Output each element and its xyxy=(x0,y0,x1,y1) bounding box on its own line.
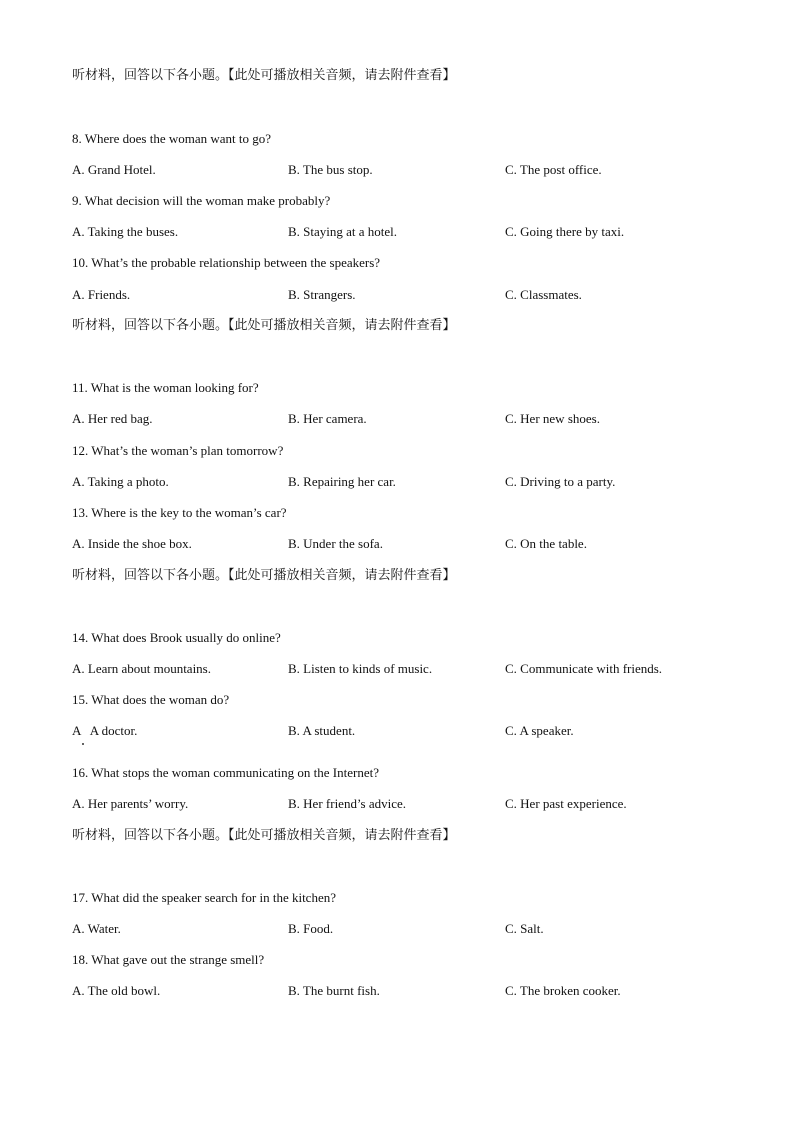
option-16a: A. Her parents’ worry. xyxy=(72,796,189,811)
question-17: 17. What did the speaker search for in the kitchen? xyxy=(72,890,336,905)
option-13c: C. On the table. xyxy=(505,536,587,551)
option-9c: C. Going there by taxi. xyxy=(505,224,625,239)
option-15b: B. A student. xyxy=(288,723,356,738)
question-12: 12. What’s the woman’s plan tomorrow? xyxy=(72,443,284,458)
question-13: 13. Where is the key to the woman’s car? xyxy=(72,505,287,520)
option-10b: B. Strangers. xyxy=(288,287,356,302)
option-11a: A. Her red bag. xyxy=(72,411,153,426)
stray-dot-mark xyxy=(82,743,84,745)
option-13b: B. Under the sofa. xyxy=(288,536,383,551)
option-8a: A. Grand Hotel. xyxy=(72,162,156,177)
option-8c: C. The post office. xyxy=(505,162,602,177)
option-9a: A. Taking the buses. xyxy=(72,224,179,239)
option-17b: B. Food. xyxy=(288,921,334,936)
question-11: 11. What is the woman looking for? xyxy=(72,380,259,395)
question-10: 10. What’s the probable relationship between the speakers? xyxy=(72,255,381,270)
option-14c: C. Communicate with friends. xyxy=(505,661,663,676)
question-14: 14. What does Brook usually do online? xyxy=(72,630,281,645)
option-12a: A. Taking a photo. xyxy=(72,474,169,489)
question-8: 8. Where does the woman want to go? xyxy=(72,131,272,146)
option-14a: A. Learn about mountains. xyxy=(72,661,211,676)
option-10a: A. Friends. xyxy=(72,287,131,302)
question-15: 15. What does the woman do? xyxy=(72,692,230,707)
section-instruction: 听材料，回答以下各小题。【此处可播放相关音频，请去附件查看】 xyxy=(72,318,456,333)
option-11b: B. Her camera. xyxy=(288,411,367,426)
option-11c: C. Her new shoes. xyxy=(505,411,600,426)
section-instruction: 听材料，回答以下各小题。【此处可播放相关音频，请去附件查看】 xyxy=(72,828,456,843)
option-18b: B. The burnt fish. xyxy=(288,983,380,998)
option-8b: B. The bus stop. xyxy=(288,162,373,177)
question-9: 9. What decision will the woman make probably? xyxy=(72,193,331,208)
option-13a: A. Inside the shoe box. xyxy=(72,536,192,551)
option-9b: B. Staying at a hotel. xyxy=(288,224,398,239)
option-12b: B. Repairing her car. xyxy=(288,474,396,489)
option-15a: A A doctor. xyxy=(72,723,138,738)
option-17a: A. Water. xyxy=(72,921,121,936)
section-instruction: 听材料，回答以下各小题。【此处可播放相关音频，请去附件查看】 xyxy=(72,568,456,583)
option-14b: B. Listen to kinds of music. xyxy=(288,661,433,676)
question-18: 18. What gave out the strange smell? xyxy=(72,952,265,967)
option-15c: C. A speaker. xyxy=(505,723,574,738)
option-18a: A. The old bowl. xyxy=(72,983,161,998)
option-16b: B. Her friend’s advice. xyxy=(288,796,407,811)
option-17c: C. Salt. xyxy=(505,921,544,936)
option-16c: C. Her past experience. xyxy=(505,796,627,811)
option-10c: C. Classmates. xyxy=(505,287,582,302)
section-instruction: 听材料，回答以下各小题。【此处可播放相关音频，请去附件查看】 xyxy=(72,68,456,83)
option-18c: C. The broken cooker. xyxy=(505,983,621,998)
option-12c: C. Driving to a party. xyxy=(505,474,616,489)
question-16: 16. What stops the woman communicating on the Internet? xyxy=(72,765,379,780)
